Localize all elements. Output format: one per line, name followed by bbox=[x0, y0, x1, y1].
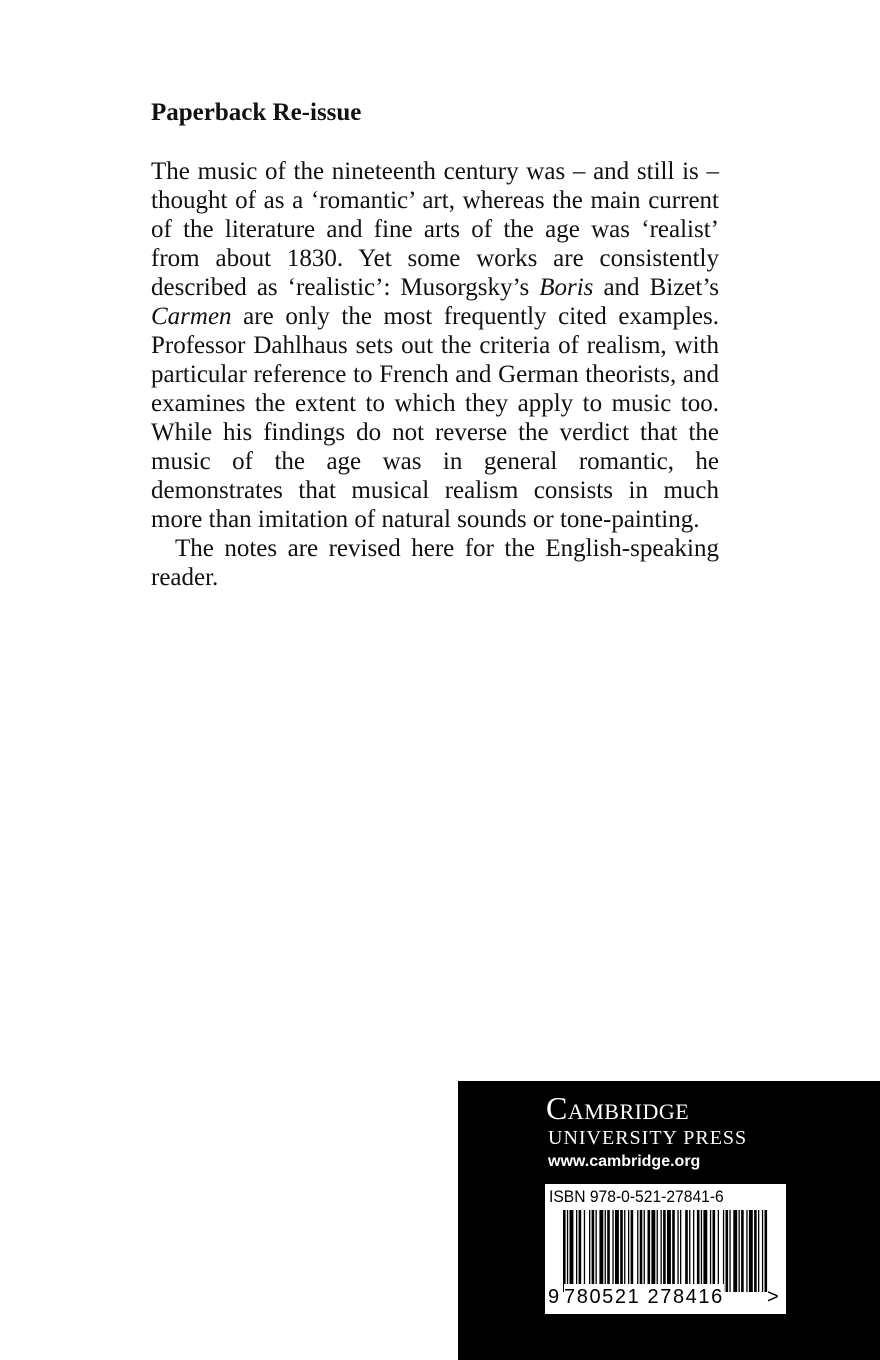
book-description bbox=[151, 157, 719, 592]
publisher-url: www.cambridge.org bbox=[548, 1153, 701, 1170]
barcode-end-mark: > bbox=[767, 1286, 779, 1308]
barcode-bars bbox=[545, 1210, 786, 1292]
description-paragraph-2: The notes are revised here for the English-speaking reader. bbox=[151, 535, 719, 591]
publisher-panel bbox=[458, 1081, 880, 1360]
description-text: are only the most frequently cited examples. Professor Dahlhaus sets out the criteria of realism, with particular reference to French and German theorists, and examines the extent to which they apply to music too. While his findings do not reverse the verdict that the music of the age was in general romantic, he demonstrates that musical realism consists in much more than imitation of natural sounds or tone-painting. bbox=[151, 303, 719, 533]
description-text: The music of the nineteenth century was – and still is – thought of as a ‘romantic’ art, whereas the main current of the literature and fine arts of the age was ‘realist’ from about 1830. Yet some works are consistently described as ‘realistic’: Musorgsky’s bbox=[151, 158, 719, 301]
title-carmen: Carmen bbox=[151, 303, 232, 330]
page-heading: Paperback Re-issue bbox=[151, 99, 362, 126]
barcode-digits: 780521 278416 bbox=[564, 1286, 724, 1308]
title-boris: Boris bbox=[539, 274, 594, 301]
publisher-logo-name: Cambridge bbox=[546, 1090, 690, 1126]
description-paragraph-1 bbox=[151, 157, 719, 534]
barcode-first-digit: 9 bbox=[548, 1286, 560, 1308]
publisher-subname: UNIVERSITY PRESS bbox=[548, 1127, 748, 1149]
description-text: and Bizet’s bbox=[593, 274, 720, 301]
isbn-label: ISBN 978-0-521-27841-6 bbox=[549, 1187, 724, 1206]
isbn-barcode bbox=[545, 1184, 786, 1314]
